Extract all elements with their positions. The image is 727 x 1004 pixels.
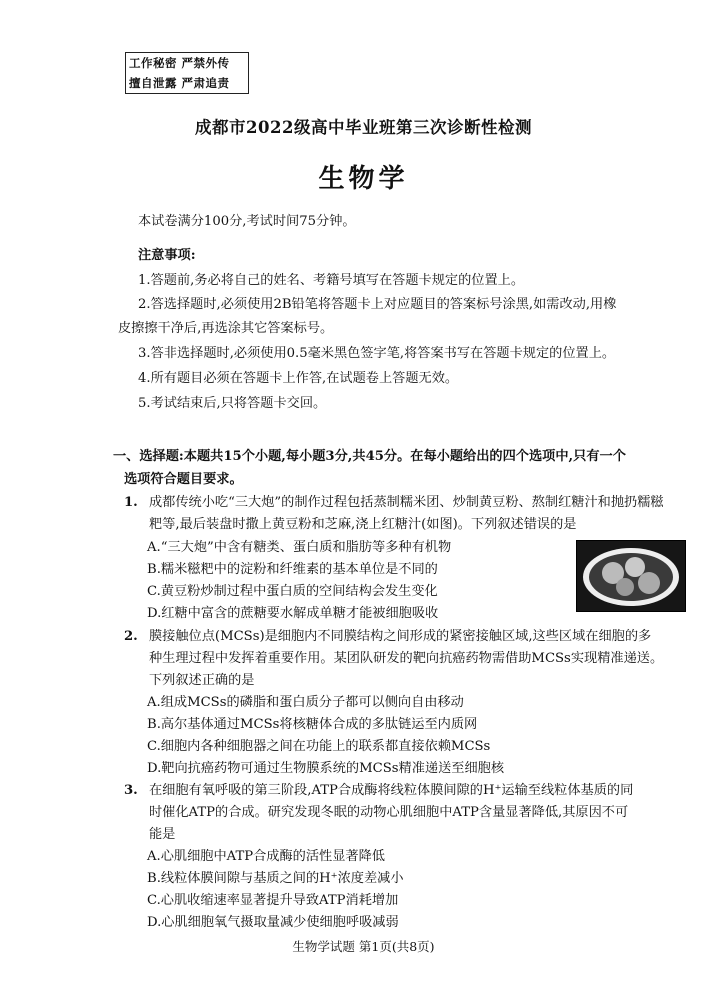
plate-image-icon xyxy=(577,541,685,611)
question-1-stem-1: 成都传统小吃“三大炮”的制作过程包括蒸制糯米团、炒制黄豆粉、熬制红糖汁和抛扔糯糍 xyxy=(149,495,664,510)
sandapao-photo xyxy=(576,540,686,612)
question-3-stem-2: 时催化ATP的合成。研究发现冬眠的动物心肌细胞中ATP含量显著降低,其原因不可 xyxy=(149,805,629,820)
notice-item-1: 1.答题前,务必将自己的姓名、考籍号填写在答题卡规定的位置上。 xyxy=(138,273,525,288)
question-1-option-b: B.糯米糍粑中的淀粉和纤维素的基本单位是不同的 xyxy=(147,562,438,577)
question-2-option-a: A.组成MCSs的磷脂和蛋白质分子都可以侧向自由移动 xyxy=(147,695,464,710)
question-2-number: 2. xyxy=(124,629,138,644)
notice-heading: 注意事项: xyxy=(138,248,196,263)
page-footer: 生物学试题 第1页(共8页) xyxy=(292,939,435,954)
question-3-option-d: D.心肌细胞氧气摄取量减少使细胞呼吸减弱 xyxy=(147,915,399,930)
question-1-option-c: C.黄豆粉炒制过程中蛋白质的空间结构会发生变化 xyxy=(147,584,438,599)
question-2-stem-2: 种生理过程中发挥着重要作用。某团队研发的靶向抗癌药物需借助MCSs实现精准递送。 xyxy=(149,651,664,666)
question-3-stem-3: 能是 xyxy=(149,827,176,842)
question-2-option-b: B.高尔基体通过MCSs将核糖体合成的多肽链运至内质网 xyxy=(147,717,478,732)
exam-title: 成都市2022级高中毕业班第三次诊断性检测 xyxy=(195,118,532,137)
question-3-option-c: C.心肌收缩速率显著提升导致ATP消耗增加 xyxy=(147,893,399,908)
notice-item-2: 2.答选择题时,必须使用2B铅笔将答题卡上对应题目的答案标号涂黑,如需改动,用橡 xyxy=(138,297,617,312)
section-heading-line2: 选项符合题目要求。 xyxy=(124,472,243,487)
stamp-line-1: 工作秘密 严禁外传 xyxy=(129,56,230,70)
intro-text: 本试卷满分100分,考试时间75分钟。 xyxy=(138,214,356,229)
question-1-option-d: D.红糖中富含的蔗糖要水解成单糖才能被细胞吸收 xyxy=(147,606,439,621)
subject-title: 生物学 xyxy=(318,164,409,194)
notice-item-5: 5.考试结束后,只将答题卡交回。 xyxy=(138,396,327,411)
notice-item-4: 4.所有题目必须在答题卡上作答,在试题卷上答题无效。 xyxy=(138,371,459,386)
question-2-option-d: D.靶向抗癌药物可通过生物膜系统的MCSs精准递送至细胞核 xyxy=(147,761,505,776)
question-2-stem-3: 下列叙述正确的是 xyxy=(149,673,255,688)
question-3-stem-1: 在细胞有氧呼吸的第三阶段,ATP合成酶将线粒体膜间隙的H⁺运输至线粒体基质的同 xyxy=(149,783,634,798)
question-3-option-b: B.线粒体膜间隙与基质之间的H⁺浓度差减小 xyxy=(147,871,404,886)
question-1-option-a: A.“三大炮”中含有糖类、蛋白质和脂肪等多种有机物 xyxy=(147,540,452,555)
confidential-stamp xyxy=(125,52,249,94)
question-2-stem-1: 膜接触位点(MCSs)是细胞内不同膜结构之间形成的紧密接触区域,这些区域在细胞的多 xyxy=(149,629,652,644)
notice-item-2-cont: 皮擦擦干净后,再选涂其它答案标号。 xyxy=(118,321,334,336)
question-1-number: 1. xyxy=(124,495,138,510)
question-3-number: 3. xyxy=(124,783,138,798)
question-1-stem-2: 粑等,最后装盘时撒上黄豆粉和芝麻,浇上红糖汁(如图)。下列叙述错误的是 xyxy=(149,517,577,532)
question-2-option-c: C.细胞内各种细胞器之间在功能上的联系都直接依赖MCSs xyxy=(147,739,491,754)
notice-item-3: 3.答非选择题时,必须使用0.5毫米黑色签字笔,将答案书写在答题卡规定的位置上。 xyxy=(138,346,616,361)
stamp-line-2: 擅自泄露 严肃追责 xyxy=(129,76,230,90)
section-heading-line1: 一、选择题:本题共15个小题,每小题3分,共45分。在每小题给出的四个选项中,只有一个 xyxy=(113,449,626,464)
question-3-option-a: A.心肌细胞中ATP合成酶的活性显著降低 xyxy=(147,849,385,864)
